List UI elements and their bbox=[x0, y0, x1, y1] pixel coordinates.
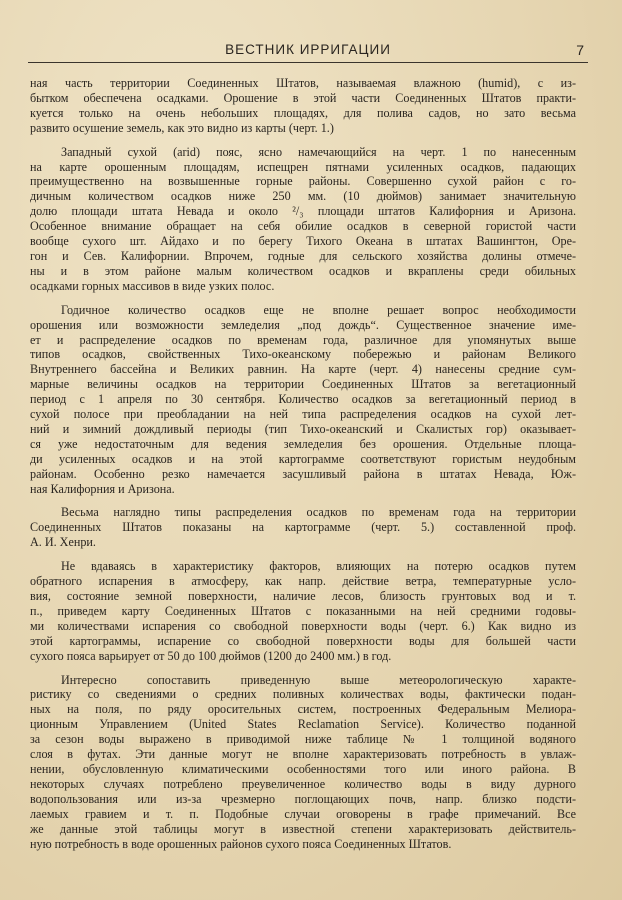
text-line: сухой полосе при преобладании на ней типа распределения осадков на сухой лет- bbox=[30, 407, 576, 422]
text-line: Годичное количество осадков еще не вполне решает вопрос необходимости bbox=[61, 302, 576, 317]
text-line: ционным Управлением (United States Reclamation Service). Количество поданной bbox=[30, 717, 576, 732]
text-line: Не вдаваясь в характеристику факторов, влияющих на потерю осадков путем bbox=[61, 559, 576, 574]
text-line: ная Калифорния и Аризона. bbox=[30, 481, 175, 496]
text-line: нении, обусловленную климатическими особенностями того или иного района. В bbox=[30, 761, 576, 776]
text-line: ний и зимний дождливый периоды (тип Тихо-океанский и Скалистых гор) оказывает- bbox=[30, 421, 576, 436]
text-line: вообще сухого шт. Айдахо и по берегу Тихого Океана в штатах Вашингтон, Оре- bbox=[30, 234, 576, 249]
page-number: 7 bbox=[576, 42, 584, 58]
text-line: дичным количеством осадков ниже 250 мм. (10 дюймов) занимает значительную bbox=[30, 189, 576, 204]
text-line: на карте орошенным площадям, испещрен пятнами усиленных осадков, падающих bbox=[30, 159, 576, 174]
text-line: осадками горных массивов в виде узких полос. bbox=[30, 278, 275, 293]
paragraph bbox=[30, 303, 576, 497]
text-line: А. И. Хенри. bbox=[30, 535, 96, 550]
text-line: ди усиленных осадков и на этой картограмме соответствуют гористым неудобным bbox=[30, 451, 576, 466]
text-line: вия, состояние земной поверхности, наличие лесов, близость грунтовых вод и т. bbox=[30, 589, 576, 603]
text-line: ет и распределение осадков по временам года, различное для упомянутых выше bbox=[30, 332, 576, 347]
text-line: же данные этой таблицы могут в известной степени характеризовать действитель- bbox=[30, 821, 576, 836]
paragraph bbox=[30, 559, 576, 663]
paragraph bbox=[30, 145, 576, 294]
article-body bbox=[30, 76, 576, 860]
text-line: Особенное внимание обращает на себя обилие осадков в северной гористой части bbox=[30, 219, 576, 234]
text-line: за сезон воды выражено в приводимой ниже таблице № 1 толщиной водяного bbox=[30, 732, 576, 747]
text-line: Соединенных Штатов показаны на картограмме (черт. 5.) составленной проф. bbox=[30, 520, 576, 535]
text-line: сухого пояса варьирует от 50 до 100 дюймов (1200 до 2400 мм.) в год. bbox=[30, 648, 392, 663]
text-line: орошения или возможности земледелия „под дождь“. Существенное значение име- bbox=[30, 317, 576, 332]
text-line: ных на поля, по ряду оросительных систем, построенных Федеральным Мелиора- bbox=[30, 702, 576, 717]
text-line: развито осушение земель, как это видно из карты (черт. 1.) bbox=[30, 120, 334, 135]
text-line: Западный сухой (arid) пояс, ясно намечающийся на черт. 1 по нанесенным bbox=[61, 144, 576, 159]
journal-title: ВЕСТНИК ИРРИГАЦИИ bbox=[225, 42, 391, 57]
text-line: обратного испарения в атмосферу, как напр. действие ветра, температурные усло- bbox=[30, 574, 576, 589]
paragraph bbox=[30, 76, 576, 136]
running-header bbox=[28, 40, 588, 63]
text-line: гон и Сев. Калифорнии. Впрочем, годные для сельского хозяйства долины отмече- bbox=[30, 248, 576, 263]
text-line: некоторых случаях потреблено преувеличенное количество воды в виду дурного bbox=[30, 776, 576, 791]
text-line: водопользования или из-за чрезмерно поглощающих почв, напр. близко подсти- bbox=[30, 791, 576, 806]
text-line: п., приведем карту Соединенных Штатов с показанными на ней средними годовы- bbox=[30, 603, 576, 618]
text-line: слоя в футах. Эти данные могут не вполне характеризовать потребность в увлаж- bbox=[30, 747, 576, 762]
text-line: типов осадков, свойственных Тихо-океанскому побережью и районам Великого bbox=[30, 347, 576, 362]
text-line: Внутреннего бассейна и Великих равнин. На карте (черт. 4) нанесены средние сум- bbox=[30, 362, 576, 377]
text-line: Весьма наглядно типы распределения осадков по временам года на территории bbox=[61, 505, 576, 520]
text-line: ми количествами испарения со свободной поверхности воды (черт. 6.) Как видно из bbox=[30, 618, 576, 633]
text-line: долю площади штата Невада и около ²/₃ площади штатов Калифорния и Аризона. bbox=[30, 204, 576, 219]
text-line: лаемых гравием и т. п. Подобные случаи оговорены в графе примечаний. Все bbox=[30, 806, 576, 821]
text-line: ная часть территории Соединенных Штатов, называемая влажною (humid), с из- bbox=[30, 76, 576, 90]
text-line: преимущественно на возвышенные горные районы. Совершенно сухой район с го- bbox=[30, 174, 576, 189]
text-line: ны и в этом районе малым количеством осадков и вкраплены среди обильных bbox=[30, 263, 576, 278]
text-line: районам. Особенно резко намечается засушливый района в штатах Невада, Юж- bbox=[30, 466, 576, 481]
text-line: этой картограммы, испарение со свободной поверхности воды для большей части bbox=[30, 633, 576, 648]
text-line: ся уже недостаточным для ведения земледелия без орошения. Отдельные площа- bbox=[30, 436, 576, 451]
paragraph bbox=[30, 505, 576, 550]
text-line: ристику со сведениями о средних поливных количествах воды, фактически подан- bbox=[30, 687, 576, 702]
text-line: период с 1 апреля по 30 сентября. Количество осадков за вегетационный период в bbox=[30, 392, 576, 407]
text-line: ную потребность в воде орошенных районов сухого пояса Соединенных Штатов. bbox=[30, 836, 452, 851]
text-line: марные величины осадков на территории Соединенных Штатов за вегетационный bbox=[30, 377, 576, 392]
text-line: куется только на очень небольших площадях, для полива садов, но зато весьма bbox=[30, 105, 576, 120]
text-line: Интересно сопоставить приведенную выше метеорологическую характе- bbox=[61, 672, 576, 687]
paragraph bbox=[30, 673, 576, 852]
text-line: бытком обеспечена осадками. Орошение в этой части Соединенных Штатов практи- bbox=[30, 90, 576, 105]
